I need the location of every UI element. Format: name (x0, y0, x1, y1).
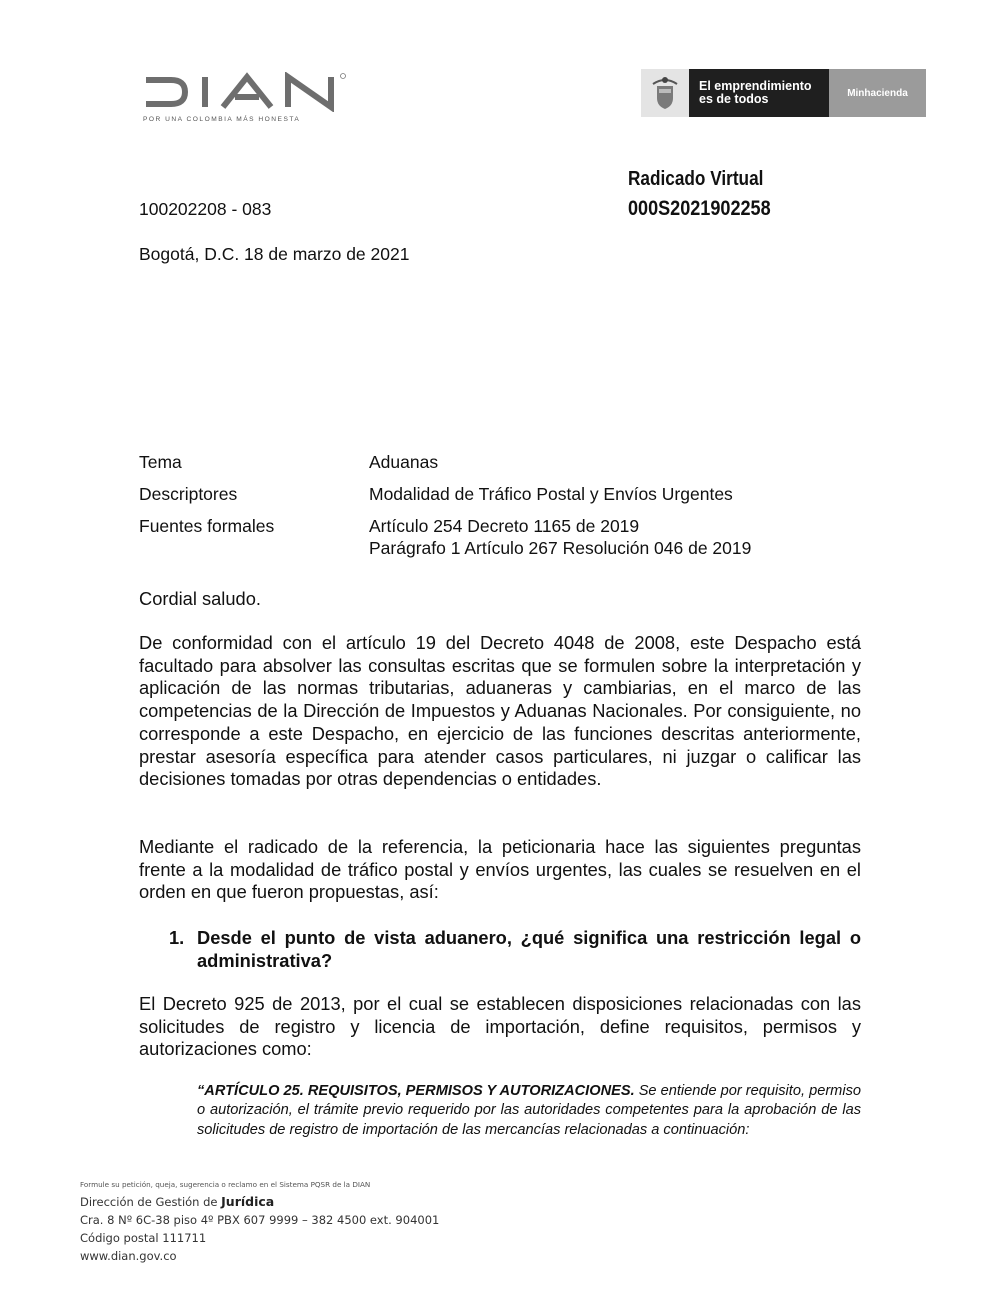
government-logo (641, 69, 926, 117)
footer-pqsr-note: Formule su petición, queja, sugerencia o reclamo en el Sistema PQSR de la DIAN (80, 1180, 371, 1189)
footer-direction-prefix: Dirección de Gestión de (80, 1195, 222, 1209)
tema-label: Tema (139, 452, 182, 472)
colombia-coat-of-arms-icon (641, 69, 689, 117)
question-1-number: 1. (169, 927, 185, 948)
radicado-number: 000S2021902258 (628, 197, 771, 220)
greeting: Cordial saludo. (139, 588, 261, 609)
footer-direction-bold: Jurídica (221, 1194, 275, 1209)
motto-line-1: El emprendimiento (699, 79, 812, 93)
fuentes-label: Fuentes formales (139, 516, 275, 536)
paragraph-decree: El Decreto 925 de 2013, por el cual se establecen disposiciones relacionadas con las solicitudes de registro y licencia de importación, define requisitos, permisos y autorizaciones como: (139, 993, 861, 1060)
question-1-text: Desde el punto de vista aduanero, ¿qué significa una restricción legal o administrativa? (197, 927, 861, 971)
quoted-article-text: Se entiende por requisito, permiso o autorización, el trámite previo requerido por las autoridades competentes para la aprobación de las solicitudes de registro de importación de las mercancías relacionadas a continuación: (197, 1083, 861, 1138)
footer-address: Cra. 8 Nº 6C-38 piso 4º PBX 607 9999 – 382 4500 ext. 904001 (80, 1213, 440, 1227)
reference-number: 100202208 - 083 (139, 199, 272, 219)
ministry-label: Minhacienda (829, 69, 926, 117)
quoted-article (197, 1082, 861, 1140)
date-line: Bogotá, D.C. 18 de marzo de 2021 (139, 244, 410, 264)
dian-logo (143, 72, 348, 126)
paragraph-competence: De conformidad con el artículo 19 del Decreto 4048 de 2008, este Despacho está facultado para absolver las consultas escritas que se formulen sobre la interpretación y aplicación de las normas tributarias, aduaneras y cambiarias, en el marco de las competencias de la Dirección de Impuestos y Aduanas Nacionales. Por consiguiente, no corresponde a este Despacho, en ejercicio de las funciones descritas anteriormente, prestar asesoría específica para atender casos particulares, ni juzgar o calificar las decisiones tomadas por otras dependencias o entidades. (139, 632, 861, 790)
government-motto (689, 69, 829, 117)
radicado-label: Radicado Virtual (628, 168, 764, 190)
fuentes-value-1: Artículo 254 Decreto 1165 de 2019 (369, 516, 640, 536)
footer-direction (80, 1194, 274, 1209)
descriptores-label: Descriptores (139, 484, 238, 504)
dian-wordmark-icon (143, 72, 348, 112)
footer-website: www.dian.gov.co (80, 1249, 177, 1263)
descriptores-value: Modalidad de Tráfico Postal y Envíos Urgentes (369, 484, 733, 504)
motto-line-2: es de todos (699, 92, 769, 106)
footer-postal-code: Código postal 111711 (80, 1231, 207, 1245)
tema-value: Aduanas (369, 452, 439, 472)
quoted-article-title: “ARTÍCULO 25. REQUISITOS, PERMISOS Y AUTORIZACIONES. (197, 1083, 635, 1099)
paragraph-request: Mediante el radicado de la referencia, la peticionaria hace las siguientes preguntas frente a la modalidad de tráfico postal y envíos urgentes, las cuales se resuelven en el orden en que fueron propuestas, así: (139, 836, 861, 903)
dian-tagline: POR UNA COLOMBIA MÁS HONESTA (143, 116, 301, 123)
fuentes-value-2: Parágrafo 1 Artículo 267 Resolución 046 de 2019 (369, 538, 752, 558)
